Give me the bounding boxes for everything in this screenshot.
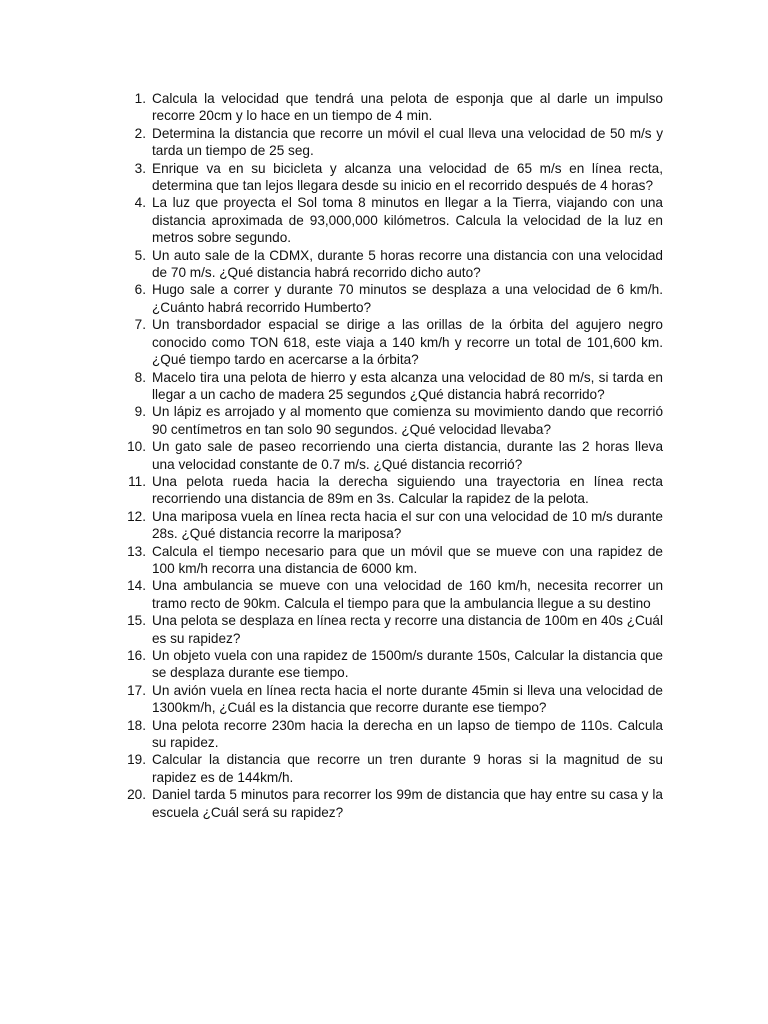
problem-20 xyxy=(118,786,663,821)
problem-6 xyxy=(118,281,663,316)
problem-2 xyxy=(118,125,663,160)
problem-14 xyxy=(118,577,663,612)
problem-9 xyxy=(118,403,663,438)
problem-11 xyxy=(118,473,663,508)
problem-text: Una ambulancia se mueve con una velocidad de 160 km/h, necesita recorrer un tramo recto de 90km. Calcula el tiempo para que la ambulancia llegue a su destino xyxy=(152,578,663,611)
problem-text: Un objeto vuela con una rapidez de 1500m/s durante 150s, Calcular la distancia que se desplaza durante ese tiempo. xyxy=(152,648,663,681)
problem-1 xyxy=(118,90,663,125)
problem-text: Un gato sale de paseo recorriendo una cierta distancia, durante las 2 horas lleva una velocidad constante de 0.7 m/s. ¿Qué distancia recorrió? xyxy=(152,439,663,472)
problem-text: Un avión vuela en línea recta hacia el norte durante 45min si lleva una velocidad de 1300km/h, ¿Cuál es la distancia que recorre durante ese tiempo? xyxy=(152,682,663,716)
problem-text: Macelo tira una pelota de hierro y esta alcanza una velocidad de 80 m/s, si tarda en llegar a un cacho de madera 25 segundos ¿Qué distancia habrá recorrido? xyxy=(152,369,663,402)
problem-number: 6. xyxy=(134,282,146,298)
problem-number: 1. xyxy=(134,91,146,106)
problem-number: 20. xyxy=(127,787,146,803)
problem-number: 10. xyxy=(127,439,146,455)
problem-12 xyxy=(118,508,663,543)
problem-number: 3. xyxy=(134,160,146,176)
problem-text: Una pelota rueda hacia la derecha siguiendo una trayectoria en línea recta recorriendo una distancia de 89m en 3s. Calcular la rapidez de la pelota. xyxy=(152,473,663,507)
problem-number: 19. xyxy=(127,752,146,768)
problem-text: Calcula la velocidad que tendrá una pelota de esponja que al darle un impulso recorre 20cm y lo hace en un tiempo de 4 min. xyxy=(152,91,663,124)
problem-number: 2. xyxy=(134,125,146,141)
problem-text: Un transbordador espacial se dirige a las orillas de la órbita del agujero negro conocido como TON 618, este viaja a 140 km/h y recorre un total de 101,600 km. ¿Qué tiempo tardo en acercarse a la órbita? xyxy=(152,317,663,368)
problem-8 xyxy=(118,369,663,404)
problem-number: 13. xyxy=(127,543,146,559)
problem-number: 18. xyxy=(127,717,146,733)
problem-number: 9. xyxy=(134,404,146,420)
problem-4 xyxy=(118,194,663,246)
problem-text: Enrique va en su bicicleta y alcanza una velocidad de 65 m/s en línea recta, determina que tan lejos llegara desde su inicio en el recorrido después de 4 horas? xyxy=(152,160,663,194)
problem-number: 17. xyxy=(127,682,146,698)
problem-text: La luz que proyecta el Sol toma 8 minutos en llegar a la Tierra, viajando con una distancia aproximada de 93,000,000 kilómetros. Calcula la velocidad de la luz en metros sobre segundo. xyxy=(152,195,663,246)
problem-text: Una pelota recorre 230m hacia la derecha en un lapso de tiempo de 110s. Calcula su rapidez. xyxy=(152,717,663,751)
problem-text: Calcular la distancia que recorre un tren durante 9 horas si la magnitud de su rapidez es de 144km/h. xyxy=(152,752,663,785)
problem-text: Un auto sale de la CDMX, durante 5 horas recorre una distancia con una velocidad de 70 m/s. ¿Qué distancia habrá recorrido dicho auto? xyxy=(152,247,663,281)
problem-text: Determina la distancia que recorre un móvil el cual lleva una velocidad de 50 m/s y tarda un tiempo de 25 seg. xyxy=(152,125,663,159)
problem-text: Hugo sale a correr y durante 70 minutos se desplaza a una velocidad de 6 km/h. ¿Cuánto habrá recorrido Humberto? xyxy=(152,282,663,315)
problem-13 xyxy=(118,543,663,578)
problem-text: Calcula el tiempo necesario para que un móvil que se mueve con una rapidez de 100 km/h recorra una distancia de 6000 km. xyxy=(152,543,663,576)
problem-number: 8. xyxy=(134,369,146,385)
problem-5 xyxy=(118,247,663,282)
problem-number: 16. xyxy=(127,648,146,663)
problem-3 xyxy=(118,160,663,195)
problem-text: Una pelota se desplaza en línea recta y recorre una distancia de 100m en 40s ¿Cuál es su rapidez? xyxy=(152,613,663,646)
problem-number: 5. xyxy=(134,247,146,263)
problem-number: 7. xyxy=(134,317,146,333)
problem-19 xyxy=(118,751,663,786)
problem-text: Una mariposa vuela en línea recta hacia el sur con una velocidad de 10 m/s durante 28s. ¿Qué distancia recorre la mariposa? xyxy=(152,508,663,542)
problem-7 xyxy=(118,316,663,368)
problem-16 xyxy=(118,647,663,682)
problem-number: 4. xyxy=(134,195,146,211)
problem-number: 15. xyxy=(127,613,146,629)
problem-17 xyxy=(118,682,663,717)
problem-number: 12. xyxy=(127,508,146,524)
problem-number: 14. xyxy=(127,578,146,594)
problem-number: 11. xyxy=(128,473,146,489)
problem-10 xyxy=(118,438,663,473)
problem-18 xyxy=(118,717,663,752)
problem-text: Daniel tarda 5 minutos para recorrer los 99m de distancia que hay entre su casa y la escuela ¿Cuál será su rapidez? xyxy=(152,787,663,820)
problem-15 xyxy=(118,612,663,647)
problem-text: Un lápiz es arrojado y al momento que comienza su movimiento dando que recorrió 90 centímetros en tan solo 90 segundos. ¿Qué velocidad llevaba? xyxy=(152,404,663,437)
problem-list xyxy=(118,90,663,821)
